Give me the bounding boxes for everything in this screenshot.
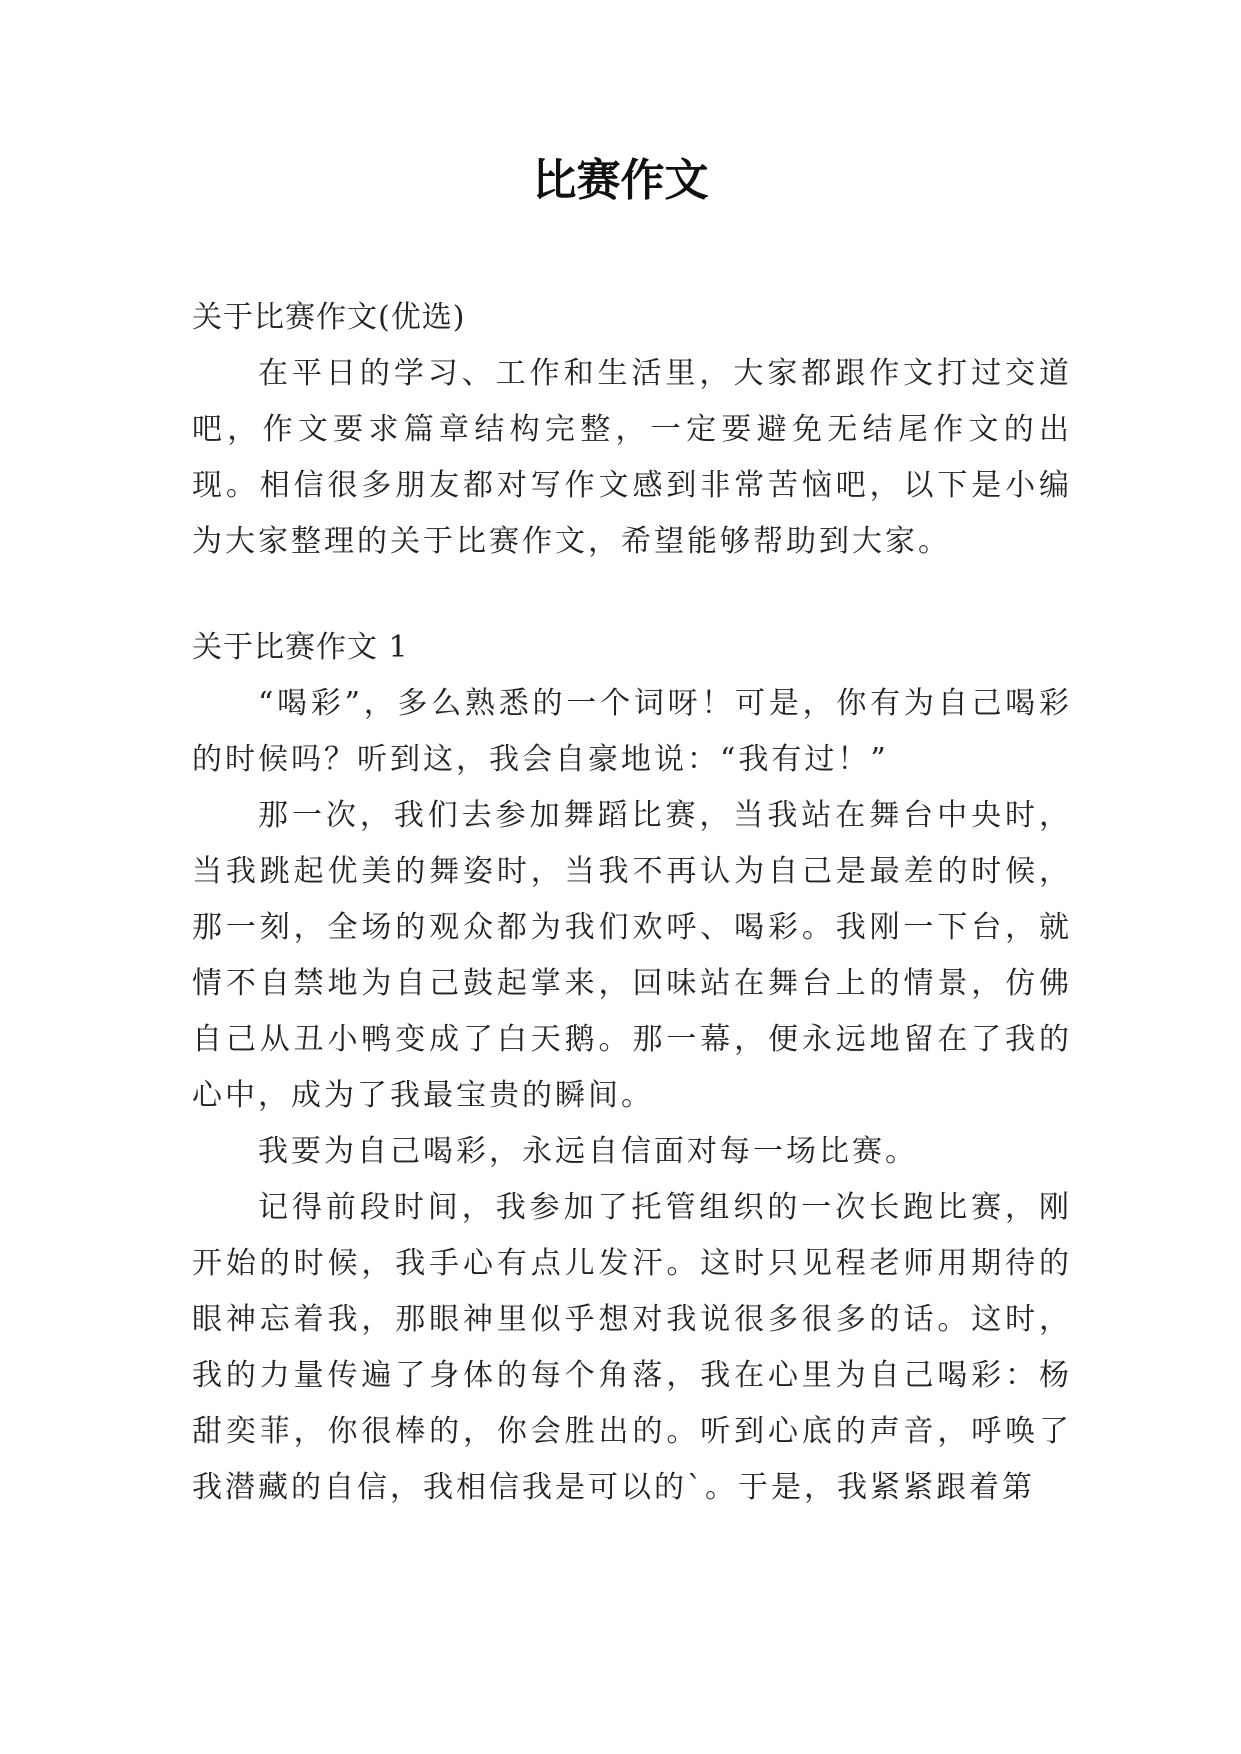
section-heading: 关于比赛作文 1 [192, 630, 409, 665]
document-title: 比赛作文 [532, 155, 709, 206]
section-spacer [192, 570, 1072, 620]
body-paragraph: “喝彩”，多么熟悉的一个词呀！可是，你有为自己喝彩的时候吗？听到这，我会自豪地说：“我有过！” [192, 686, 1072, 777]
intro-paragraph: 在平日的学习、工作和生活里，大家都跟作文打过交道吧，作文要求篇章结构完整，一定要避免无结尾作文的出现。相信很多朋友都对写作文感到非常苦恼吧，以下是小编为大家整理的关于比赛作文，希望能够帮助到大家。 [192, 356, 1072, 559]
document-body [192, 290, 1072, 1516]
body-paragraph: 那一次，我们去参加舞蹈比赛，当我站在舞台中央时，当我跳起优美的舞姿时，当我不再认为自己是最差的时候，那一刻，全场的观众都为我们欢呼、喝彩。我刚一下台，就情不自禁地为自己鼓起掌来，回味站在舞台上的情景，仿佛自己从丑小鸭变成了白天鹅。那一幕，便永远地留在了我的心中，成为了我最宝贵的瞬间。 [192, 798, 1072, 1113]
body-paragraph: 我要为自己喝彩，永远自信面对每一场比赛。 [258, 1134, 918, 1169]
body-paragraph: 记得前段时间，我参加了托管组织的一次长跑比赛，刚开始的时候，我手心有点儿发汗。这时只见程老师用期待的眼神忘着我，那眼神里似乎想对我说很多很多的话。这时，我的力量传遍了身体的每个角落，我在心里为自己喝彩：杨甜奕菲，你很棒的，你会胜出的。听到心底的声音，呼唤了我潜藏的自信，我相信我是可以的`。于是，我紧紧跟着第 [192, 1190, 1072, 1505]
document-subtitle: 关于比赛作文(优选) [192, 300, 466, 335]
